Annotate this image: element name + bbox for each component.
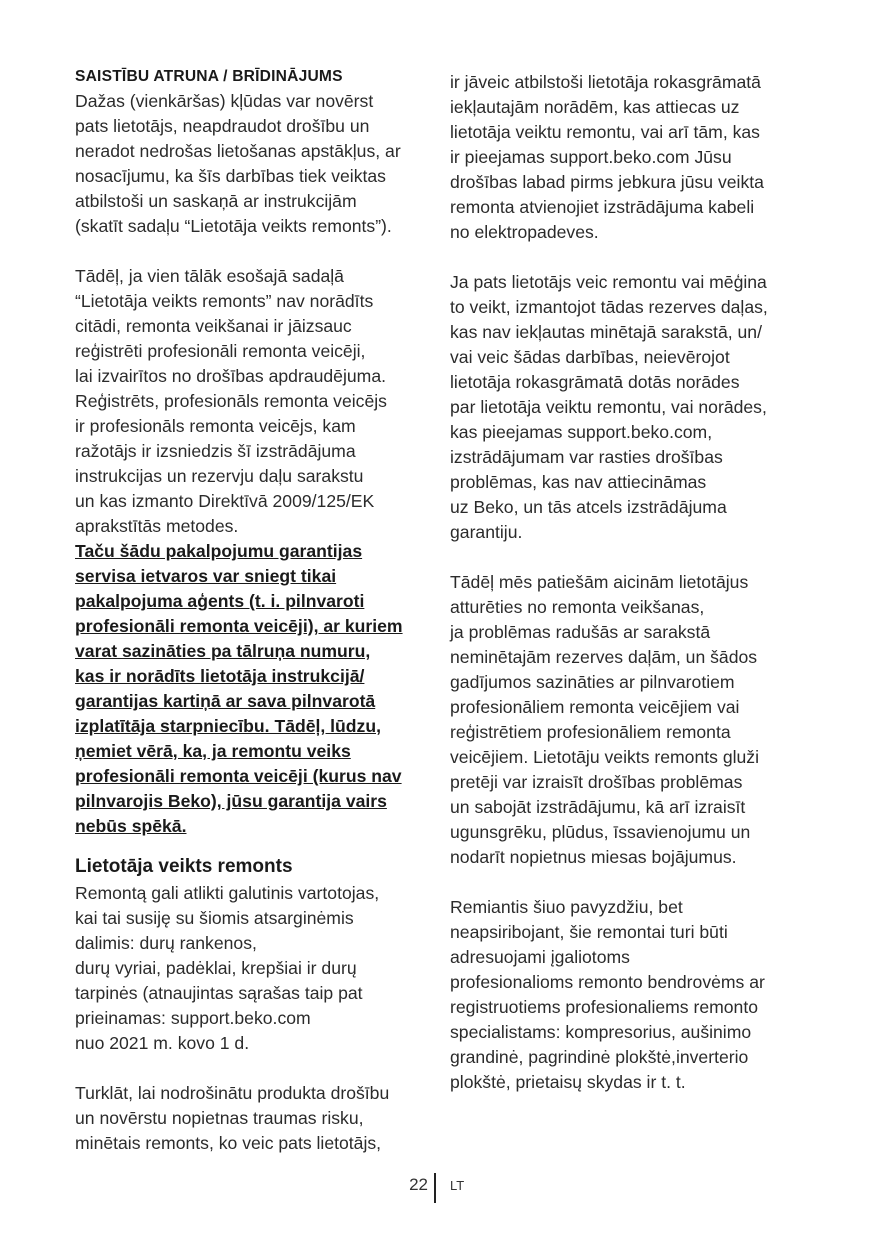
warning-line: pilnvarojis Beko), jūsu garantija vairs bbox=[75, 791, 387, 811]
text-line: Turklāt, lai nodrošinātu produkta drošību bbox=[75, 1083, 390, 1103]
footer-divider bbox=[434, 1173, 436, 1203]
text-line: Ja pats lietotājs veic remontu vai mēģina bbox=[450, 272, 767, 292]
text-line: profesionalioms remonto bendrovėms ar bbox=[450, 972, 765, 992]
page-number: 22 bbox=[409, 1175, 428, 1194]
warning-line: garantijas kartiņā ar sava pilnvarotā bbox=[75, 691, 376, 711]
left-paragraph-1 bbox=[75, 89, 437, 239]
warning-line: ņemiet vērā, ka, ja remontu veiks bbox=[75, 741, 351, 761]
text-line: pats lietotājs, neapdraudot drošību un bbox=[75, 116, 370, 136]
text-line: aprakstītās metodes. bbox=[75, 516, 239, 536]
text-line: prieinamas: support.beko.com bbox=[75, 1008, 311, 1028]
text-line: ir profesionāls remonta veicējs, kam bbox=[75, 416, 356, 436]
text-line: kas nav iekļautas minētajā sarakstā, un/ bbox=[450, 322, 762, 342]
text-line: specialistams: kompresorius, aušinimo bbox=[450, 1022, 752, 1042]
text-line: lietotāja rokasgrāmatā dotās norādes bbox=[450, 372, 740, 392]
text-line: nuo 2021 m. kovo 1 d. bbox=[75, 1033, 250, 1053]
text-line: Remiantis šiuo pavyzdžiu, bet bbox=[450, 897, 683, 917]
text-line: nosacījumu, ka šīs darbības tiek veiktas bbox=[75, 166, 386, 186]
text-line: durų vyriai, padėklai, krepšiai ir durų bbox=[75, 958, 357, 978]
text-line: drošības labad pirms jebkura jūsu veikta bbox=[450, 172, 764, 192]
text-line: to veikt, izmantojot tādas rezerves daļas, bbox=[450, 297, 768, 317]
warning-line: profesionāli remonta veicēji), ar kuriem bbox=[75, 616, 403, 636]
text-line: citādi, remonta veikšanai ir jāizsauc bbox=[75, 316, 352, 336]
text-line: tarpinės (atnaujintas sąrašas taip pat bbox=[75, 983, 363, 1003]
text-line: ja problēmas radušās ar sarakstā bbox=[450, 622, 711, 642]
warning-line: nebūs spēkā. bbox=[75, 816, 187, 836]
left-paragraph-4 bbox=[75, 1081, 437, 1156]
text-line: par lietotāja veiktu remontu, vai norādes, bbox=[450, 397, 767, 417]
text-line: neapsiribojant, šie remontai turi būti bbox=[450, 922, 728, 942]
text-line: dalimis: durų rankenos, bbox=[75, 933, 257, 953]
text-line: ugunsgrēku, plūdus, īssavienojumu un bbox=[450, 822, 751, 842]
warranty-warning bbox=[75, 539, 437, 839]
text-line: Remontą gali atlikti galutinis vartotojas, bbox=[75, 883, 380, 903]
text-line: “Lietotāja veikts remonts” nav norādīts bbox=[75, 291, 374, 311]
text-line: garantiju. bbox=[450, 522, 523, 542]
text-line: remonta atvienojiet izstrādājuma kabeli bbox=[450, 197, 755, 217]
text-line: izstrādājumam var rasties drošības bbox=[450, 447, 723, 467]
text-line: instrukcijas un rezervju daļu sarakstu bbox=[75, 466, 364, 486]
text-line: registruotiems profesionaliems remonto bbox=[450, 997, 759, 1017]
text-line: un novērstu nopietnas traumas risku, bbox=[75, 1108, 364, 1128]
right-paragraph-1 bbox=[450, 70, 800, 245]
page-footer bbox=[0, 1175, 875, 1205]
text-line: plokštė, prietaisų skydas ir t. t. bbox=[450, 1072, 686, 1092]
text-line: vai veic šādas darbības, neievērojot bbox=[450, 347, 730, 367]
text-line: iekļautajām norādēm, kas attiecas uz bbox=[450, 97, 740, 117]
text-line: grandinė, pagrindinė plokštė,inverterio bbox=[450, 1047, 749, 1067]
text-line: no elektropadeves. bbox=[450, 222, 599, 242]
text-line: Dažas (vienkāršas) kļūdas var novērst bbox=[75, 91, 374, 111]
right-column bbox=[450, 70, 800, 1095]
warning-line: izplatītāja starpniecību. Tādēļ, lūdzu, bbox=[75, 716, 381, 736]
text-line: kai tai susiję su šiomis atsarginėmis bbox=[75, 908, 354, 928]
text-line: reģistrēti profesionāli remonta veicēji, bbox=[75, 341, 366, 361]
text-line: gadījumos sazināties ar pilnvarotiem bbox=[450, 672, 735, 692]
text-line: (skatīt sadaļu “Lietotāja veikts remonts”). bbox=[75, 216, 392, 236]
right-paragraph-3 bbox=[450, 570, 800, 870]
text-line: ir pieejamas support.beko.com Jūsu bbox=[450, 147, 732, 167]
text-line: adresuojami įgaliotoms bbox=[450, 947, 630, 967]
text-line: neminētajām rezerves daļām, un šādos bbox=[450, 647, 758, 667]
right-paragraph-2 bbox=[450, 270, 800, 545]
text-line: ražotājs ir izsniedzis šī izstrādājuma bbox=[75, 441, 356, 461]
text-line: Reģistrēts, profesionāls remonta veicējs bbox=[75, 391, 387, 411]
text-line: lai izvairītos no drošības apdraudējuma. bbox=[75, 366, 386, 386]
text-line: ir jāveic atbilstoši lietotāja rokasgrāmatā bbox=[450, 72, 761, 92]
section-heading: SAISTĪBU ATRUNA / BRĪDINĀJUMS bbox=[75, 68, 343, 85]
language-code: LT bbox=[450, 1178, 465, 1193]
text-line: un sabojāt izstrādājumu, kā arī izraisīt bbox=[450, 797, 746, 817]
left-paragraph-2 bbox=[75, 264, 437, 539]
warning-line: profesionāli remonta veicēji (kurus nav bbox=[75, 766, 402, 786]
warning-line: Taču šādu pakalpojumu garantijas bbox=[75, 541, 363, 561]
warning-line: kas ir norādīts lietotāja instrukcijā/ bbox=[75, 666, 365, 686]
text-line: atbilstoši un saskaņā ar instrukcijām bbox=[75, 191, 357, 211]
text-line: uz Beko, un tās atcels izstrādājuma bbox=[450, 497, 727, 517]
text-line: atturēties no remonta veikšanas, bbox=[450, 597, 705, 617]
warning-line: servisa ietvaros var sniegt tikai bbox=[75, 566, 337, 586]
text-line: profesionāliem remonta veicējiem vai bbox=[450, 697, 740, 717]
text-line: veicējiem. Lietotāju veikts remonts gluži bbox=[450, 747, 759, 767]
text-line: Tādēļ mēs patiešām aicinām lietotājus bbox=[450, 572, 749, 592]
left-paragraph-3 bbox=[75, 881, 437, 1056]
text-line: problēmas, kas nav attiecināmas bbox=[450, 472, 707, 492]
right-paragraph-4 bbox=[450, 895, 800, 1095]
text-line: pretēji var izraisīt drošības problēmas bbox=[450, 772, 743, 792]
text-line: reģistrētiem profesionāliem remonta bbox=[450, 722, 731, 742]
subsection-heading: Lietotāja veikts remonts bbox=[75, 856, 293, 877]
left-column bbox=[75, 64, 437, 1156]
text-line: nodarīt nopietnus miesas bojājumus. bbox=[450, 847, 737, 867]
text-line: neradot nedrošas lietošanas apstākļus, ar bbox=[75, 141, 401, 161]
text-line: un kas izmanto Direktīvā 2009/125/EK bbox=[75, 491, 375, 511]
warning-line: pakalpojuma aģents (t. i. pilnvaroti bbox=[75, 591, 365, 611]
text-line: minētais remonts, ko veic pats lietotājs, bbox=[75, 1133, 382, 1153]
text-line: lietotāja veiktu remontu, vai arī tām, kas bbox=[450, 122, 760, 142]
text-line: Tādēļ, ja vien tālāk esošajā sadaļā bbox=[75, 266, 344, 286]
warning-line: varat sazināties pa tālruņa numuru, bbox=[75, 641, 371, 661]
text-line: kas pieejamas support.beko.com, bbox=[450, 422, 713, 442]
